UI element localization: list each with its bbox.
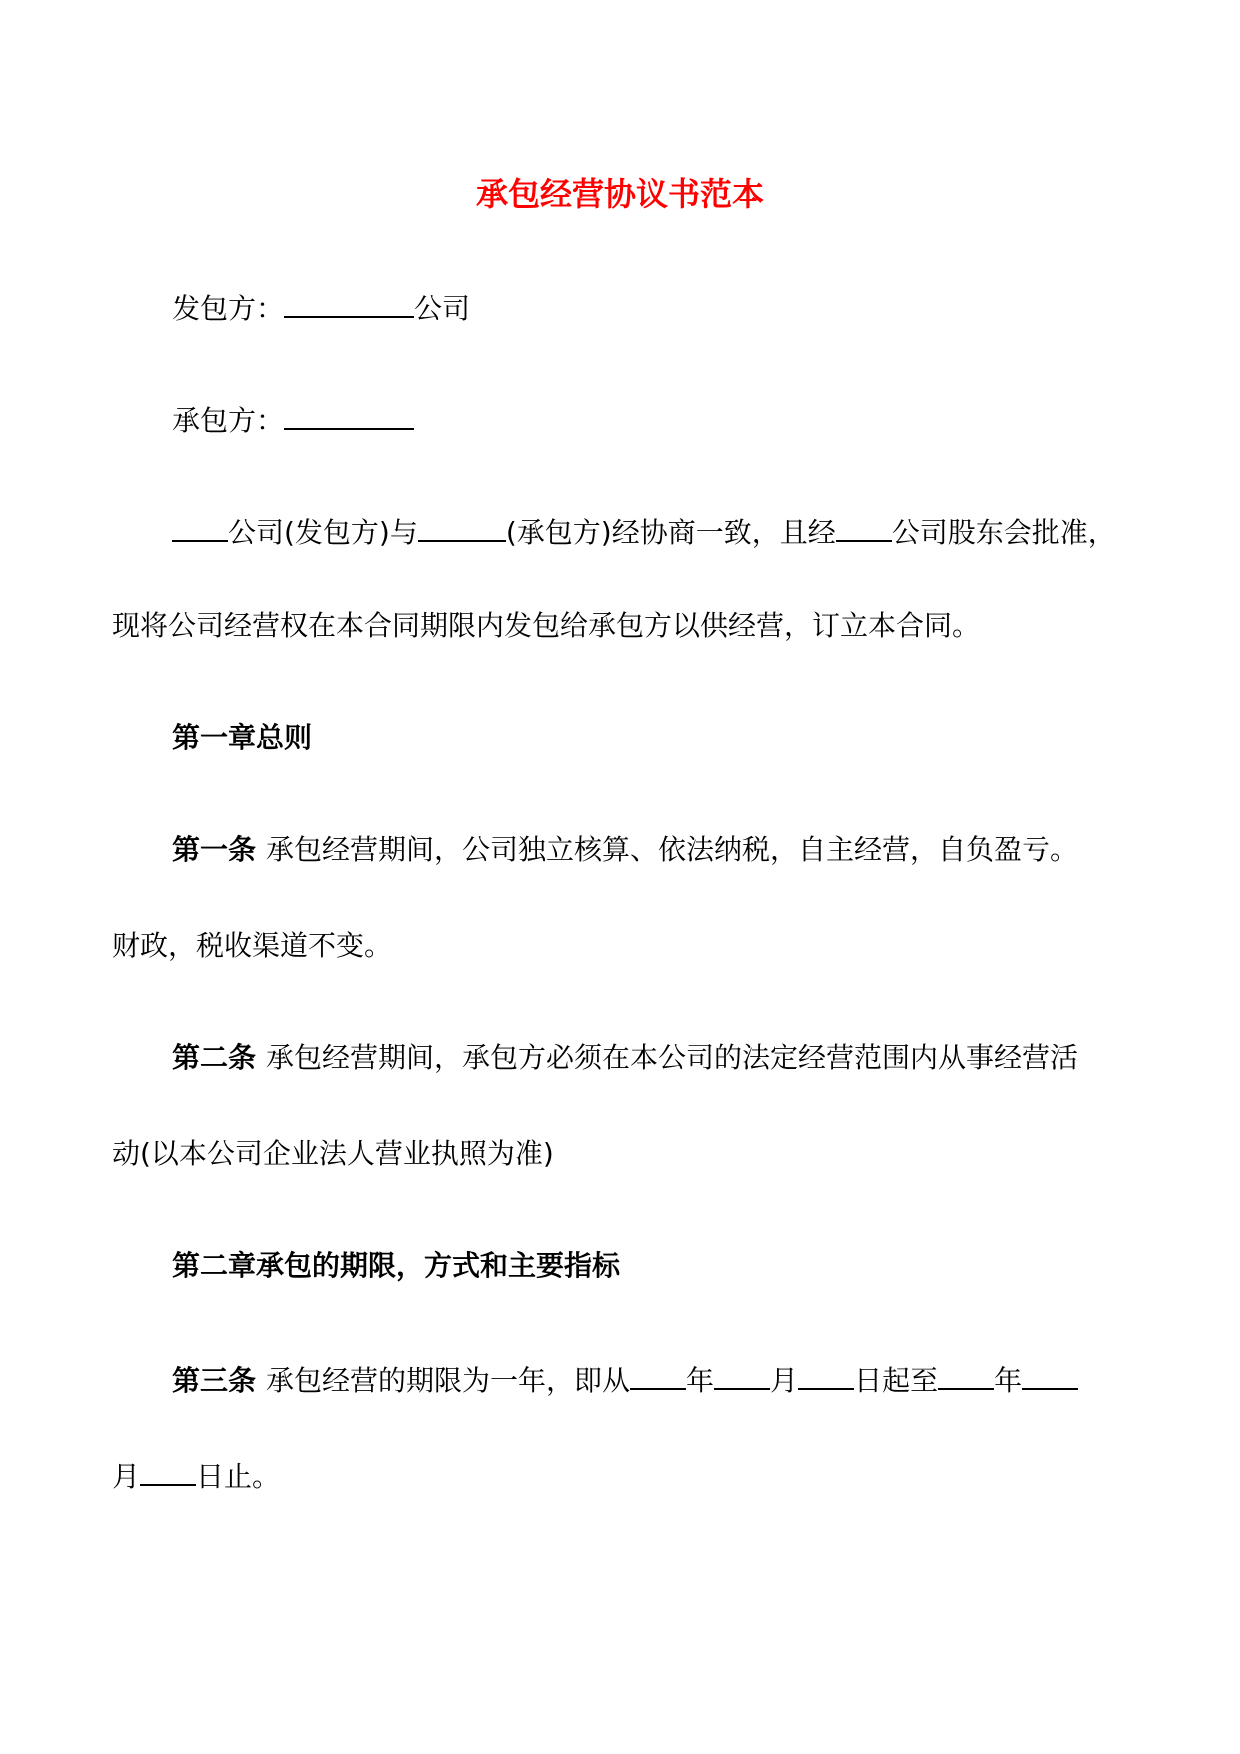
article-3-label: 第三条 [172,1364,257,1397]
issuer-name-blank [284,286,414,318]
preamble-part-3: 公司股东会批准， [891,516,1116,549]
article-1-line-1 [172,830,1078,870]
company-blank [172,510,228,542]
article-3-year-2: 年 [994,1364,1023,1397]
contractor-line [172,398,414,438]
contractor-label: 承包方： [172,404,285,437]
document-title: 承包经营协议书范本 [475,175,764,213]
contractor-blank [418,510,506,542]
article-1-line-2: 财政，税收渠道不变。 [112,929,393,962]
preamble-line-2: 现将公司经营权在本合同期限内发包给承包方以供经营，订立本合同。 [112,609,981,642]
end-day-blank [140,1454,196,1486]
article-1-label: 第一条 [172,833,257,866]
issuer-suffix: 公司 [414,292,471,325]
chapter-1-heading: 第一章总则 [172,721,313,754]
shareholder-company-blank [836,510,892,542]
article-3-text-start: 承包经营的期限为一年，即从 [266,1364,631,1397]
article-3-year: 年 [686,1364,715,1397]
contractor-name-blank [284,398,414,430]
end-year-blank [938,1358,994,1390]
issuer-label: 发包方： [172,292,285,325]
article-3-day-end: 日止。 [196,1460,281,1493]
article-3-month: 月 [770,1364,799,1397]
article-2-line-2: 动(以本公司企业法人营业执照为准) [112,1137,554,1170]
article-2-line-1 [172,1038,1078,1078]
article-2-text-1: 承包经营期间，承包方必须在本公司的法定经营范围内从事经营活 [266,1041,1079,1074]
article-2-label: 第二条 [172,1041,257,1074]
end-month-blank [1022,1358,1078,1390]
article-3-line-1 [172,1358,1078,1398]
article-1-text-1: 承包经营期间，公司独立核算、依法纳税，自主经营，自负盈亏。 [266,833,1079,866]
chapter-2-heading: 第二章承包的期限，方式和主要指标 [172,1249,621,1282]
issuer-line [172,286,470,326]
preamble-part-1: 公司(发包方)与 [228,516,418,549]
article-3-day-from: 日起至 [854,1364,939,1397]
preamble-part-2: (承包方)经协商一致，且经 [505,516,836,549]
start-month-blank [714,1358,770,1390]
start-day-blank [798,1358,854,1390]
preamble-line-1 [172,510,1116,550]
article-3-line-2 [112,1454,280,1494]
start-year-blank [630,1358,686,1390]
article-3-month-2: 月 [112,1460,141,1493]
